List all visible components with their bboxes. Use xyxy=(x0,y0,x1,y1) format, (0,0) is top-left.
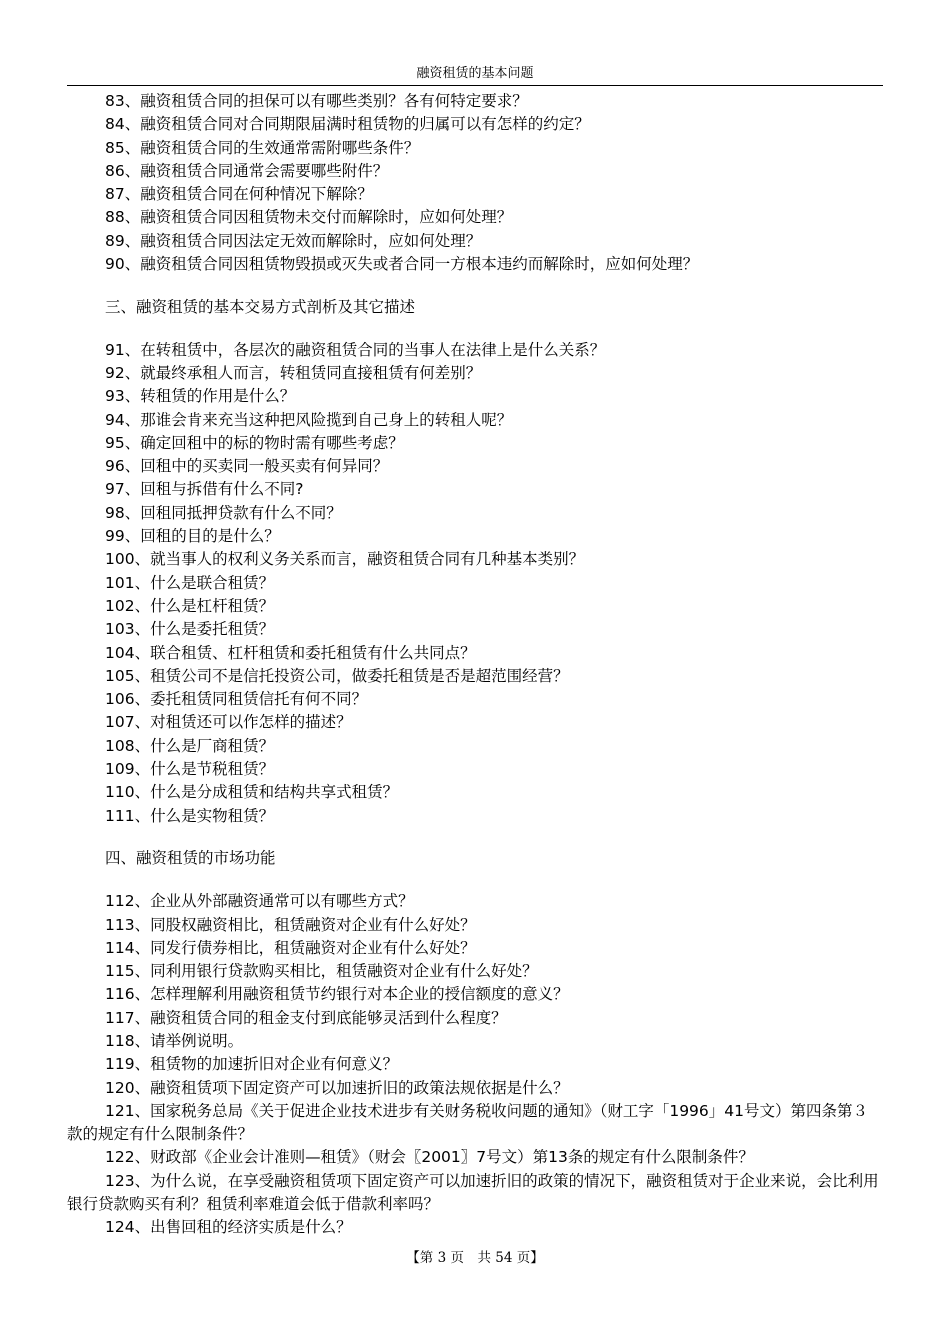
question-item: 117、融资租赁合同的租金支付到底能够灵活到什么程度？ xyxy=(105,1008,507,1027)
question-item: 84、融资租赁合同对合同期限届满时租赁物的归属可以有怎样的约定？ xyxy=(105,115,590,134)
question-item: 115、同利用银行贷款购买相比，租赁融资对企业有什么好处？ xyxy=(105,962,538,981)
question-item: 96、回租中的买卖同一般买卖有何异同？ xyxy=(105,457,389,476)
question-item: 87、融资租赁合同在何种情况下解除？ xyxy=(105,185,373,204)
page-number: 【第 3 页 共 54 页】 xyxy=(406,1250,544,1266)
question-item: 105、租赁公司不是信托投资公司，做委托租赁是否是超范围经营？ xyxy=(105,666,569,685)
question-item: 101、什么是联合租赁？ xyxy=(105,573,275,592)
question-item: 114、同发行债券相比，租赁融资对企业有什么好处？ xyxy=(105,938,476,957)
question-item: 92、就最终承租人而言，转租赁同直接租赁有何差别？ xyxy=(105,363,482,382)
section-heading-4: 四、融资租赁的市场功能 xyxy=(105,849,276,868)
question-item: 100、就当事人的权利义务关系而言，融资租赁合同有几种基本类别？ xyxy=(105,550,585,569)
page-header xyxy=(67,64,883,86)
question-item: 113、同股权融资相比，租赁融资对企业有什么好处？ xyxy=(105,915,476,934)
question-item: 102、什么是杠杆租赁？ xyxy=(105,596,275,615)
question-item: 112、企业从外部融资通常可以有哪些方式？ xyxy=(105,892,414,911)
question-item: 108、什么是厂商租赁？ xyxy=(105,736,275,755)
page-footer xyxy=(0,1246,950,1266)
question-item: 116、怎样理解利用融资租赁节约银行对本企业的授信额度的意义？ xyxy=(105,985,569,1004)
question-item: 94、那谁会肯来充当这种把风险揽到自己身上的转租人呢？ xyxy=(105,410,513,429)
question-item: 120、融资租赁项下固定资产可以加速折旧的政策法规依据是什么？ xyxy=(105,1078,569,1097)
question-item: 111、什么是实物租赁？ xyxy=(105,806,275,825)
question-item: 98、回租同抵押贷款有什么不同？ xyxy=(105,503,342,522)
question-item: 106、委托租赁同租赁信托有何不同？ xyxy=(105,690,368,709)
question-item: 104、联合租赁、杠杆租赁和委托租赁有什么共同点？ xyxy=(105,643,476,662)
question-item: 97、回租与拆借有什么不同? xyxy=(105,480,304,499)
question-item: 103、什么是委托租赁？ xyxy=(105,620,275,639)
question-item: 86、融资租赁合同通常会需要哪些附件？ xyxy=(105,161,389,180)
question-item: 93、转租赁的作用是什么？ xyxy=(105,387,296,406)
question-item: 91、在转租赁中，各层次的融资租赁合同的当事人在法律上是什么关系？ xyxy=(105,340,606,359)
question-item-wrapped: 121、国家税务总局《关于促进企业技术进步有关财务税收问题的通知》（财工字「1996」41号文）第四条第３款的规定有什么限制条件？ xyxy=(67,1101,869,1144)
question-item: 119、租赁物的加速折旧对企业有何意义？ xyxy=(105,1055,399,1074)
question-item: 83、融资租赁合同的担保可以有哪些类别？各有何特定要求？ xyxy=(105,92,528,110)
question-item: 95、确定回租中的标的物时需有哪些考虑？ xyxy=(105,433,404,452)
document-body xyxy=(67,90,883,1240)
header-title: 融资租赁的基本问题 xyxy=(416,66,534,81)
question-item: 85、融资租赁合同的生效通常需附哪些条件？ xyxy=(105,138,420,157)
question-item: 89、融资租赁合同因法定无效而解除时，应如何处理？ xyxy=(105,231,482,250)
question-item: 88、融资租赁合同因租赁物未交付而解除时，应如何处理？ xyxy=(105,208,513,227)
question-item: 90、融资租赁合同因租赁物毁损或灭失或者合同一方根本违约而解除时，应如何处理？ xyxy=(105,255,699,274)
question-item: 110、什么是分成租赁和结构共享式租赁？ xyxy=(105,783,399,802)
section-heading-3: 三、融资租赁的基本交易方式剖析及其它描述 xyxy=(105,297,416,316)
question-item-wrapped: 123、为什么说，在享受融资租赁项下固定资产可以加速折旧的政策的情况下，融资租赁对于企业来说，会比利用银行贷款购买有利？租赁利率难道会低于借款利率吗？ xyxy=(67,1171,879,1214)
question-item: 124、出售回租的经济实质是什么？ xyxy=(105,1218,352,1237)
question-item: 118、请举例说明。 xyxy=(105,1031,244,1050)
question-item: 109、什么是节税租赁？ xyxy=(105,760,275,779)
question-item-wrapped: 122、财政部《企业会计准则—租赁》（财会〖2001〗7号文）第13条的规定有什么限制条件？ xyxy=(105,1148,754,1167)
question-item: 107、对租赁还可以作怎样的描述？ xyxy=(105,713,352,732)
question-item: 99、回租的目的是什么？ xyxy=(105,527,280,546)
